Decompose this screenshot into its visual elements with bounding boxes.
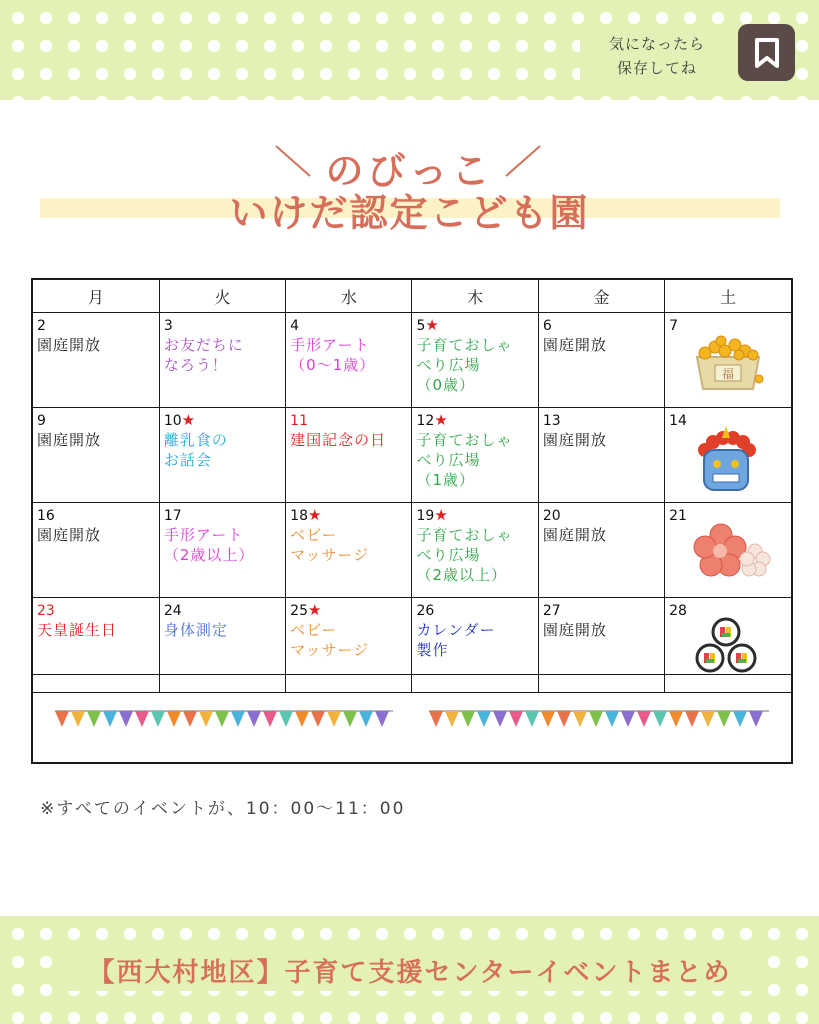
day-number: 28 <box>669 603 687 619</box>
day-number: 13 <box>542 413 561 429</box>
oni-mask-icon <box>691 426 761 501</box>
calendar-week-row <box>33 503 791 598</box>
day-header <box>37 600 155 620</box>
title-line1: のびっこ <box>325 149 494 193</box>
event-label: 子育ておしゃ べり広場 （2歳以上） <box>416 526 513 584</box>
day-header <box>290 505 407 525</box>
calendar-day-cell <box>286 503 412 598</box>
star-icon: ★ <box>425 316 439 334</box>
bunting-flag <box>343 711 357 727</box>
event-label: 園庭開放 <box>37 431 102 449</box>
day-header <box>37 410 155 430</box>
day-number: 6 <box>542 318 552 334</box>
calendar-day-cell <box>159 408 285 503</box>
day-header <box>290 600 407 620</box>
day-header <box>290 410 407 430</box>
save-hint-line2: 保存してね <box>616 59 697 77</box>
day-header <box>543 600 660 620</box>
bunting-flag <box>717 711 731 727</box>
day-number: 11 <box>290 413 308 429</box>
day-header <box>164 505 281 525</box>
bunting-flag <box>557 711 571 727</box>
bunting-flag <box>525 711 539 727</box>
weekday-header: 火 <box>159 280 285 313</box>
weekday-header: 水 <box>286 280 412 313</box>
bunting-flag <box>605 711 619 727</box>
day-number: 4 <box>290 318 300 334</box>
day-number: 9 <box>37 413 46 429</box>
day-header <box>543 505 660 525</box>
bunting-flag <box>71 711 85 727</box>
bunting-garland <box>33 675 791 763</box>
bunting-flag <box>327 711 341 727</box>
event-label: 手形アート （0〜1歳） <box>290 336 376 374</box>
event-label: 手形アート （2歳以上） <box>163 526 255 564</box>
day-number: 21 <box>669 508 687 524</box>
event-label: 園庭開放 <box>542 336 607 354</box>
bunting-flag <box>653 711 667 727</box>
event-label: 園庭開放 <box>37 336 102 354</box>
day-number: 12 <box>416 413 435 429</box>
bunting-flag <box>55 711 69 727</box>
calendar-day-cell <box>33 503 159 598</box>
bunting-flag <box>685 711 699 727</box>
calendar-table <box>33 280 791 693</box>
event-label: ベビー マッサージ <box>290 621 370 659</box>
calendar-day-cell <box>665 408 791 503</box>
day-number: 10 <box>163 413 182 429</box>
bunting-flag <box>279 711 293 727</box>
ehomaki-sushi-icon <box>691 616 761 683</box>
bookmark-button[interactable] <box>738 24 795 81</box>
calendar-day-cell <box>33 313 159 408</box>
calendar-week-row <box>33 313 791 408</box>
day-header <box>416 505 533 525</box>
day-header <box>164 600 281 620</box>
event-label: 離乳食の お話会 <box>163 431 228 469</box>
title-block <box>0 130 819 240</box>
star-icon: ★ <box>434 411 448 429</box>
bunting-flag <box>151 711 165 727</box>
day-header <box>290 315 407 335</box>
day-number: 7 <box>669 318 679 334</box>
bunting-flag <box>199 711 213 727</box>
bunting-flag <box>733 711 747 727</box>
calendar-day-cell <box>538 503 664 598</box>
star-icon: ★ <box>307 506 322 524</box>
bunting-flag <box>183 711 197 727</box>
day-number: 19 <box>416 508 435 524</box>
calendar-week-row <box>33 408 791 503</box>
bunting-flag <box>749 711 763 727</box>
calendar-day-cell <box>412 313 538 408</box>
event-label: 子育ておしゃ べり広場 （0歳） <box>416 336 513 394</box>
bunting-flag <box>701 711 715 727</box>
day-header <box>416 410 533 430</box>
bunting-flag <box>263 711 277 727</box>
weekday-header: 月 <box>33 280 159 313</box>
masu-beans-icon <box>691 331 765 398</box>
bunting-flag <box>445 711 459 727</box>
event-label: ベビー マッサージ <box>290 526 370 564</box>
bunting-flag <box>231 711 245 727</box>
day-header <box>543 410 660 430</box>
bunting-flag <box>637 711 651 727</box>
event-label: 身体測定 <box>163 621 228 639</box>
event-label: 園庭開放 <box>542 431 607 449</box>
bunting-flag <box>541 711 555 727</box>
event-label: お友だちに なろう！ <box>163 336 244 374</box>
day-number: 2 <box>37 318 46 334</box>
calendar-day-cell <box>159 503 285 598</box>
weekday-header-row <box>33 280 791 313</box>
bunting-flag <box>573 711 587 727</box>
event-label: 子育ておしゃ べり広場 （1歳） <box>416 431 513 489</box>
bunting-flag <box>119 711 133 727</box>
page-title: いけだ認定こども園 <box>229 191 590 235</box>
plum-blossom-icon <box>691 521 777 590</box>
day-number: 16 <box>37 508 55 524</box>
bunting-flag <box>669 711 683 727</box>
day-number: 17 <box>163 508 182 524</box>
bunting-flag <box>295 711 309 727</box>
day-number: 26 <box>416 603 435 619</box>
star-icon: ★ <box>434 506 448 524</box>
svg-text:福: 福 <box>722 367 735 381</box>
bunting-flag <box>493 711 507 727</box>
star-icon: ★ <box>307 601 322 619</box>
event-label: 天皇誕生日 <box>37 621 118 639</box>
calendar-day-cell <box>412 503 538 598</box>
calendar-day-cell <box>412 408 538 503</box>
calendar-footer-row <box>33 674 791 763</box>
bunting-flag <box>167 711 181 727</box>
bunting-flag <box>135 711 149 727</box>
save-hint-line1: 気になったら <box>608 35 705 53</box>
day-number: 24 <box>163 603 182 619</box>
event-label: 園庭開放 <box>542 526 607 544</box>
calendar-day-cell <box>538 313 664 408</box>
day-number: 18 <box>290 508 308 524</box>
event-label: カレンダー 製作 <box>416 621 496 659</box>
event-label: 園庭開放 <box>37 526 102 544</box>
day-number: 20 <box>542 508 561 524</box>
day-header <box>37 505 155 525</box>
event-label: 園庭開放 <box>542 621 607 639</box>
calendar-day-cell <box>33 408 159 503</box>
bunting-flag <box>461 711 475 727</box>
day-number: 5 <box>416 318 426 334</box>
bunting-flag <box>359 711 373 727</box>
weekday-header: 土 <box>665 280 791 313</box>
save-hint <box>580 28 734 84</box>
bunting-flag <box>621 711 635 727</box>
bunting-flag <box>509 711 523 727</box>
bunting-flag <box>375 711 389 727</box>
event-time-note: ※すべてのイベントが、10：00〜11：00 <box>40 799 406 819</box>
bunting-flag <box>589 711 603 727</box>
day-number: 3 <box>163 318 173 334</box>
bunting-flag <box>477 711 491 727</box>
bunting-flag <box>215 711 229 727</box>
day-number: 27 <box>542 603 561 619</box>
bunting-flag <box>87 711 101 727</box>
calendar-day-cell <box>286 313 412 408</box>
bunting-flag <box>247 711 261 727</box>
event-label: 建国記念の日 <box>290 431 387 449</box>
weekday-header: 木 <box>412 280 538 313</box>
day-number: 25 <box>290 603 308 619</box>
event-calendar <box>31 278 793 764</box>
bookmark-icon <box>754 38 780 68</box>
day-header <box>416 600 533 620</box>
bunting-flag <box>429 711 443 727</box>
day-header <box>543 315 660 335</box>
calendar-day-cell <box>665 313 791 408</box>
weekday-header: 金 <box>538 280 664 313</box>
calendar-day-cell <box>665 503 791 598</box>
day-header <box>416 315 533 335</box>
calendar-day-cell <box>159 313 285 408</box>
bunting-flag <box>311 711 325 727</box>
day-header <box>164 315 281 335</box>
bunting-flag <box>103 711 117 727</box>
star-icon: ★ <box>181 411 196 429</box>
calendar-day-cell <box>538 408 664 503</box>
footer-title: 【西大村地区】子育て支援センターイベントまとめ <box>60 950 760 991</box>
day-header <box>37 315 155 335</box>
day-number: 14 <box>669 413 687 429</box>
calendar-day-cell <box>286 408 412 503</box>
day-header <box>164 410 281 430</box>
day-number: 23 <box>37 603 55 619</box>
